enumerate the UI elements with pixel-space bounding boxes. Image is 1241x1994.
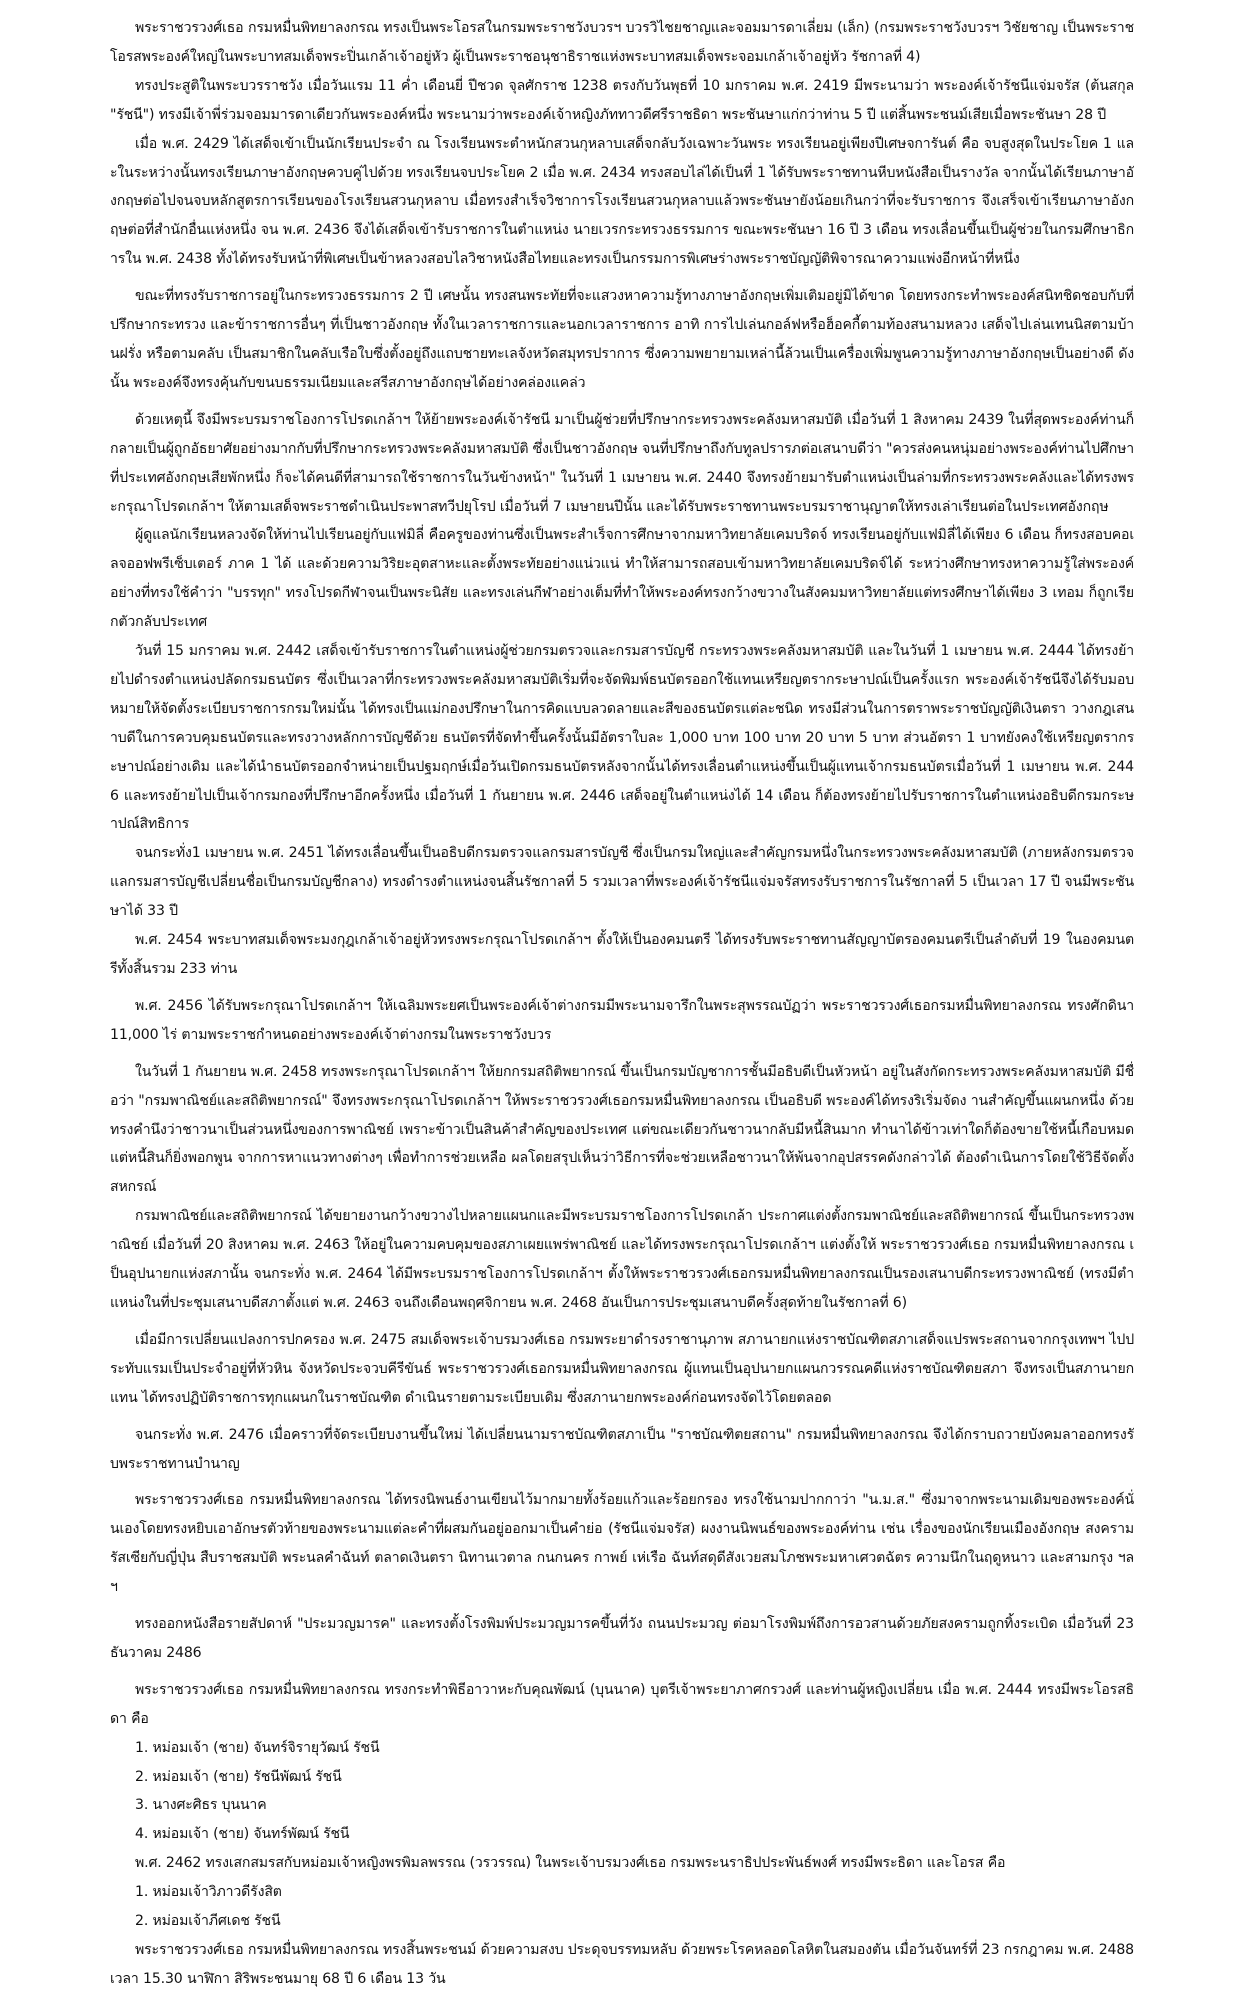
paragraph-lineage: พระราชวรวงศ์เธอ กรมหมื่นพิทยาลงกรณ ทรงเป็นพระโอรสในกรมพระราชวังบวรฯ บวรวิไชยชาญและจอมมารดาเลี่ยม (เล็ก) (กรมพระราชวังบวรฯ วิชัยชาญ เป็นพระราชโอรสพระองค์ใหญ่ในพระบาทสมเด็จพระปิ่นเกล้าเจ้าอยู่หัว ผู้เป็นพระราชอนุชาธิราชแห่งพระบาทสมเด็จพระจอมเกล้าเจ้าอยู่หัว รัชกาลที่ 4) — [110, 20, 1134, 65]
paragraph-banknotes: วันที่ 15 มกราคม พ.ศ. 2442 เสด็จเข้ารับราชการในตำแหน่งผู้ช่วยกรมตรวจและกรมสารบัญชี กระทรวงพระคลังมหาสมบัติ และในวันที่ 1 เมษายน พ.ศ. 2444 ได้ทรงย้ายไปดำรงตำแหน่งปลัดกรมธนบัตร ซึ่งเป็นเวลาที่กระทรวงพระคลังมหาสมบัติเริ่มที่จะจัดพิมพ์ธนบัตรออกใช้แทนเหรียญตรากระษาปณ์เป็นครั้งแรก พระองค์เจ้ารัชนีจึงได้รับมอบหมายให้จัดตั้งระเบียบราชการกรมใหม่นั้น ได้ทรงเป็นแม่กองปรึกษาในการคิดแบบลวดลายและสีของธนบัตรแต่ละชนิด ทรงมีส่วนในการตราพระราชบัญญัติเงินตรา วางกฎเสนาบดีในการควบคุมธนบัตรและทรงวางหลักการบัญชีด้วย ธนบัตรที่จัดทำขึ้นครั้งนั้นมีอัตราใบละ 1,000 บาท 100 บาท 20 บาท 5 บาท ส่วนอัตรา 1 บาทยังคงใช้เหรียญตรากระษาปณ์อย่างเดิม และได้นำธนบัตรออกจำหน่ายเป็นปฐมฤกษ์เมื่อวันเปิดกรมธนบัตรหลังจากนั้นได้ทรงเลื่อนตำแหน่งขึ้นเป็นผู้แทนเจ้ากรมธนบัตรเมื่อวันที่ 1 เมษายน พ.ศ. 2446 และทรงย้ายไปเป็นเจ้ากรมกองที่ปรึกษาอีกครั้งหนึ่ง เมื่อวันที่ 1 กันยายน พ.ศ. 2446 เสด็จอยู่ในตำแหน่งได้ 14 เดือน ก็ต้องทรงย้ายไปรับราชการในตำแหน่งอธิบดีกรมกระษาปณ์สิทธิการ — [110, 643, 1134, 833]
paragraph-pramuanmak: ทรงออกหนังสือรายสัปดาห์ "ประมวญมารค" และทรงตั้งโรงพิมพ์ประมวญมารคขึ้นที่วัง ถนนประมวญ ต่อมาโรงพิมพ์ถึงการอวสานด้วยภัยสงครามถูกทิ้งระเบิด เมื่อวันที่ 23 ธันวาคม 2486 — [110, 1616, 1134, 1661]
paragraph-cambridge: ผู้ดูแลนักเรียนหลวงจัดให้ท่านไปเรียนอยู่กับแฟมิลี่ คือครูของท่านซึ่งเป็นพระสำเร็จการศึกษาจากมหาวิทยาลัยเคมบริดจ์ ทรงเรียนอยู่กับแฟมิลี่ได้เพียง 6 เดือน ก็ทรงสอบคอเลจออฟพรีเซ็บเตอร์ ภาค 1 ได้ และด้วยความวิริยะอุตสาหะและตั้งพระทัยอย่างแน่วแน่ ทำให้สามารถสอบเข้ามหาวิทยาลัยเคมบริดจ์ได้ ระหว่างศึกษาทรงหาความรู้ใส่พระองค์ อย่างที่ทรงใช้คำว่า "บรรทุก" ทรงโปรดกีฬาจนเป็นพระนิสัย และทรงเล่นกีฬาอย่างเต็มที่ทำให้พระองค์ทรงกว้างขวางในสังคมมหาวิทยาลัยแต่ทรงศึกษาได้เพียง 3 เทอม ก็ถูกเรียกตัวกลับประเทศ — [110, 527, 1134, 631]
paragraph-commerce-statistics: ในวันที่ 1 กันยายน พ.ศ. 2458 ทรงพระกรุณาโปรดเกล้าฯ ให้ยกกรมสถิติพยากรณ์ ขึ้นเป็นกรมบัญชาการชั้นมีอธิบดีเป็นหัวหน้า อยู่ในสังกัดกระทรวงพระคลังมหาสมบัติ มีชื่อว่า "กรมพาณิชย์และสถิติพยากรณ์" จึงทรงพระกรุณาโปรดเกล้าฯ ให้พระราชวรวงศ์เธอกรมหมื่นพิทยาลงกรณ เป็นอธิบดี พระองค์ได้ทรงริเริ่มจัดง านสำคัญขึ้นแผนกหนึ่ง ด้วยทรงคำนึงว่าชาวนาเป็นส่วนหนึ่งของการพาณิชย์ เพราะข้าวเป็นสินค้าสำคัญของประเทศ แต่ขณะเดียวกันชาวนากลับมีหนี้สินมาก ทำนาได้ข้าวเท่าใดก็ต้องขายใช้หนี้เกือบหมด แต่หนี้สินก็ยิ่งพอกพูน จากการหาแนวทางต่างๆ เพื่อทำการช่วยเหลือ ผลโดยสรุปเห็นว่าวิธีการที่จะช่วยเหลือชาวนาให้พ้นจากอุปสรรคดังกล่าวได้ ต้องดำเนินการโดยใช้วิธีจัดตั้งสหกรณ์ — [110, 1063, 1135, 1196]
list-item: 4. หม่อมเจ้า (ชาย) จันทร์พัฒน์ รัชนี — [135, 1826, 350, 1843]
paragraph-title-elevation: พ.ศ. 2456 ได้รับพระกรุณาโปรดเกล้าฯ ให้เฉลิมพระยศเป็นพระองค์เจ้าต่างกรมมีพระนามจารึกในพระสุพรรณบัฏว่า พระราชวรวงศ์เธอกรมหมื่นพิทยาลงกรณ ทรงศักดินา 11,000 ไร่ ตามพระราชกำหนดอย่างพระองค์เจ้าต่างกรมในพระราชวังบวร — [110, 997, 1134, 1043]
paragraph-education: เมื่อ พ.ศ. 2429 ได้เสด็จเข้าเป็นนักเรียนประจำ ณ โรงเรียนพระตำหนักสวนกุหลาบเสด็จกลับวังเฉพาะวันพระ ทรงเรียนอยู่เพียงปีเศษจการันต์ คือ จบสูงสุดในประโยค 1 และในระหว่างนั้นทรงเรียนภาษาอังกฤษควบคู่ไปด้วย ทรงเรียนจบประโยค 2 เมื่อ พ.ศ. 2434 ทรงสอบไล่ได้เป็นที่ 1 ได้รับพระราชทานหีบหนังสือเป็นรางวัล จากนั้นได้เรียนภาษาอังกฤษต่อไปจนจบหลักสูตรการเรียนของโรงเรียนสวนกุหลาบ เมื่อทรงสำเร็จวิชาการโรงเรียนสวนกุหลาบแล้วพระชันษายังน้อยเกินกว่าที่จะรับราชการ จึงเสร็จเข้าเรียนภาษาอังกฤษต่อที่สำนักอื่นแห่งหนึ่ง จน พ.ศ. 2436 จึงได้เสด็จเข้ารับราชการในตำแหน่ง นายเวรกระทรวงธรรมการ ขณะพระชันษา 16 ปี 3 เดือน ทรงเลื่อนขึ้นเป็นผู้ช่วยในกรมศึกษาธิการใน พ.ศ. 2438 ทั้งได้ทรงรับหน้าที่พิเศษเป็นข้าหลวงสอบไลวิชาหนังสือไทยและทรงเป็นกรรมการพิเศษร่างพระราชบัญญัติพิจารณาความแพ่งอีกหน้าที่หนึ่ง — [110, 135, 1134, 268]
list-item: 2. หม่อมเจ้าภีศเดช รัชนี — [135, 1913, 281, 1930]
list-item: 3. นางศะศิธร บุนนาค — [135, 1797, 267, 1814]
list-item: 1. หม่อมเจ้าวิภาวดีรังสิต — [135, 1884, 282, 1901]
biography-text — [110, 14, 1134, 1994]
paragraph-retirement: จนกระทั่ง พ.ศ. 2476 เมื่อคราวที่จัดระเบียบงานขึ้นใหม่ ได้เปลี่ยนนามราชบัณฑิตสภาเป็น "ราชบัณฑิตยสถาน" กรมหมื่นพิทยาลงกรณ จึงได้กราบถวายบังคมลาออกทรงรับพระราชทานบำนาญ — [110, 1426, 1134, 1472]
paragraph-second-marriage: พ.ศ. 2462 ทรงเสกสมรสกับหม่อมเจ้าหญิงพรพิมลพรรณ (วรวรรณ) ในพระเจ้าบรมวงศ์เธอ กรมพระนราธิปประพันธ์พงศ์ ทรงมีพระธิดา และโอรส คือ — [135, 1855, 1006, 1872]
list-item: 2. หม่อมเจ้า (ชาย) รัชนีพัฒน์ รัชนี — [135, 1768, 342, 1785]
paragraph-privy-council: พ.ศ. 2454 พระบาทสมเด็จพระมงกุฎเกล้าเจ้าอยู่หัวทรงพระกรุณาโปรดเกล้าฯ ตั้งให้เป็นองคมนตรี ได้ทรงรับพระราชทานสัญญาบัตรองคมนตรีเป็นลำดับที่ 19 ในองคมนตรีทั้งสิ้นรวม 233 ท่าน — [110, 932, 1134, 977]
paragraph-english-study: ขณะที่ทรงรับราชการอยู่ในกระทรวงธรรมการ 2 ปี เศษนั้น ทรงสนพระทัยที่จะแสวงหาความรู้ทางภาษาอังกฤษเพิ่มเติมอยู่มิได้ขาด โดยทรงกระทำพระองค์สนิทชิดชอบกับที่ปรึกษากระทรวง และข้าราชการอื่นๆ ที่เป็นชาวอังกฤษ ทั้งในเวลาราชการและนอกเวลาราชการ อาทิ การไปเล่นกอล์ฟหรือฮ็อคกี้ตามท้องสนามหลวง เสด็จไปเล่นเทนนิสตามบ้านฝรั่ง หรือตามคลับ เป็นสมาชิกในคลับเรือใบซึ่งตั้งอยู่ถึงแถบชายทะเลจังหวัดสมุทรปราการ ซึ่งความพยายามเหล่านี้ล้วนเป็นเครื่องเพิ่มพูนความรู้ทางภาษาอังกฤษเป็นอย่างดี ดังนั้น พระองค์จึงทรงคุ้นกับขนบธรรมเนียมและสรีสภาษาอังกฤษได้อย่างคล่องแคล่ว — [110, 288, 1134, 391]
paragraph-first-marriage: พระราชวรวงศ์เธอ กรมหมื่นพิทยาลงกรณ ทรงกระทำพิธีอาวาหะกับคุณพัฒน์ (บุนนาค) บุตรีเจ้าพระยาภาศกรวงศ์ และท่านผู้หญิงเปลี่ยน เมื่อ พ.ศ. 2444 ทรงมีพระโอรสธิดา คือ — [110, 1681, 1134, 1727]
paragraph-comptroller: จนกระทั่ง1 เมษายน พ.ศ. 2451 ได้ทรงเลื่อนขึ้นเป็นอธิบดีกรมตรวจแลกรมสารบัญชี ซึ่งเป็นกรมใหญ่และสำคัญกรมหนึ่งในกระทรวงพระคลังมหาสมบัติ (ภายหลังกรมตรวจแลกรมสารบัญชีเปลี่ยนชื่อเป็นกรมบัญชีกลาง) ทรงดำรงตำแหน่งจนสิ้นรัชกาลที่ 5 รวมเวลาที่พระองค์เจ้ารัชนีแจ่มจรัสทรงรับราชการในรัชกาลที่ 5 เป็นเวลา 17 ปี จนมีพระชันษาได้ 33 ปี — [110, 845, 1134, 920]
paragraph-royal-institute: เมื่อมีการเปลี่ยนแปลงการปกครอง พ.ศ. 2475 สมเด็จพระเจ้าบรมวงศ์เธอ กรมพระยาดำรงราชานุภาพ สภานายกแห่งราชบัณฑิตสภาเสด็จแปรพระสถานจากกรุงเทพฯ ไปประทับแรมเป็นประจำอยู่ที่หัวหิน จังหวัดประจวบคีรีขันธ์ พระราชวรวงศ์เธอกรมหมื่นพิทยาลงกรณ ผู้แทนเป็นอุปนายกแผนกวรรณคดีแห่งราชบัณฑิตยสภา จึงทรงเป็นสภานายกแทน ได้ทรงปฏิบัติราชการทุกแผนกในราชบัณฑิต ดำเนินรายตามระเบียบเดิม ซึ่งสภานายกพระองค์ก่อนทรงจัดไว้โดยตลอด — [110, 1331, 1134, 1406]
paragraph-literary-works: พระราชวรวงศ์เธอ กรมหมื่นพิทยาลงกรณ ได้ทรงนิพนธ์งานเขียนไว้มากมายทั้งร้อยแก้วและร้อยกรอง ทรงใช้นามปากกาว่า "น.ม.ส." ซึ่งมาจากพระนามเดิมของพระองค์นั่นเองโดยทรงหยิบเอาอักษรตัวท้ายของพระนามแต่ละคำที่ผสมกันอยู่ออกมาเป็นคำย่อ (รัชนีแจ่มจรัส) ผงงานนิพนธ์ของพระองค์ท่าน เช่น เรื่องของนักเรียนเมืองอังกฤษ สงครามรัสเซียกับญี่ปุ่น สืบราชสมบัติ พระนลคำฉันท์ ตลาดเงินตรา นิทานเวตาล กนกนคร กาพย์ เห่เรือ ฉันท์สดุดีสังเวยสมโภชพระมหาเศวตฉัตร ความนึกในฤดูหนาว และสามกรุง ฯลฯ — [110, 1492, 1134, 1596]
paragraph-treasury-advisor: ด้วยเหตุนี้ จึงมีพระบรมราชโองการโปรดเกล้าฯ ให้ย้ายพระองค์เจ้ารัชนี มาเป็นผู้ช่วยที่ปรึกษากระทรวงพระคลังมหาสมบัติ เมื่อวันที่ 1 สิงหาคม 2439 ในที่สุดพระองค์ท่านก็กลายเป็นผู้ถูกอัธยาศัยอย่างมากกับที่ปรึกษากระทรวงพระคลังมหาสมบัติ ซึ่งเป็นชาวอังกฤษ จนที่ปรึกษาถึงกับทูลปรารภต่อเสนาบดีว่า "ควรส่งคนหนุ่มอย่างพระองค์ท่านไปศึกษาที่ประเทศอังกฤษเสียพักหนึ่ง ก็จะได้คนดีที่สามารถใช้ราชการในวันข้างหน้า" ในวันที่ 1 เมษายน พ.ศ. 2440 จึงทรงย้ายมารับตำแหน่งเป็นล่ามที่กระทรวงพระคลังและได้ทรงพระกรุณาโปรดเกล้าฯ ให้ตามเสด็จพระราชดำเนินประพาสทวีปยุโรป เมื่อวันที่ 7 เมษายนปีนั้น และได้รับพระราชทานพระบรมราชานุญาตให้ทรงเล่าเรียนต่อในประเทศอังกฤษ — [110, 411, 1134, 515]
paragraph-ministry-commerce: กรมพาณิชย์และสถิติพยากรณ์ ได้ขยายงานกว้างขวางไปหลายแผนกและมีพระบรมราชโองการโปรดเกล้า ประกาศแต่งตั้งกรมพาณิชย์และสถิติพยากรณ์ ขึ้นเป็นกระทรวงพาณิชย์ เมื่อวันที่ 20 สิงหาคม พ.ศ. 2463 ให้อยู่ในความคบคุมของสภาเผยแพร่พาณิชย์ และได้ทรงพระกรุณาโปรดเกล้าฯ แต่งตั้งให้ พระราชวรวงศ์เธอ กรมหมื่นพิทยาลงกรณ เป็นอุปนายกแห่งสภานั้น จนกระทั่ง พ.ศ. 2464 ได้มีพระบรมราชโองการโปรดเกล้าฯ ตั้งให้พระราชวรวงศ์เธอกรมหมื่นพิทยาลงกรณเป็นรองเสนาบดีกระทรวงพาณิชย์ (ทรงมีตำแหน่งในที่ประชุมเสนาบดีสภาตั้งแต่ พ.ศ. 2463 จนถึงเดือนพฤศจิกายน พ.ศ. 2468 อันเป็นการประชุมเสนาบดีครั้งสุดท้ายในรัชกาลที่ 6) — [110, 1208, 1134, 1311]
list-item: 1. หม่อมเจ้า (ชาย) จันทร์จิรายุวัฒน์ รัชนี — [135, 1739, 380, 1756]
paragraph-birth: ทรงประสูติในพระบวรราชวัง เมื่อวันแรม 11 ค่ำ เดือนยี่ ปีชวด จุลศักราช 1238 ตรงกับวันพุธที่ 10 มกราคม พ.ศ. 2419 มีพระนามว่า พระองค์เจ้ารัชนีแจ่มจรัส (ต้นสกุล "รัชนี") ทรงมีเจ้าพี่ร่วมจอมมารดาเดียวกันพระองค์หนึ่ง พระนามว่าพระองค์เจ้าหญิงภัททาวดีศรีราชธิดา พระชันษาแก่กว่าท่าน 5 ปี แต่สิ้นพระชนม์เสียเมื่อพระชันษา 28 ปี — [110, 77, 1134, 123]
paragraph-death: พระราชวรวงศ์เธอ กรมหมื่นพิทยาลงกรณ ทรงสิ้นพระชนม์ ด้วยความสงบ ประดุจบรรทมหลับ ด้วยพระโรคหลอดโลหิตในสมองตัน เมื่อวันจันทร์ที่ 23 กรกฎาคม พ.ศ. 2488 เวลา 15.30 นาฬิกา สิริพระชนมายุ 68 ปี 6 เดือน 13 วัน — [110, 1942, 1134, 1987]
